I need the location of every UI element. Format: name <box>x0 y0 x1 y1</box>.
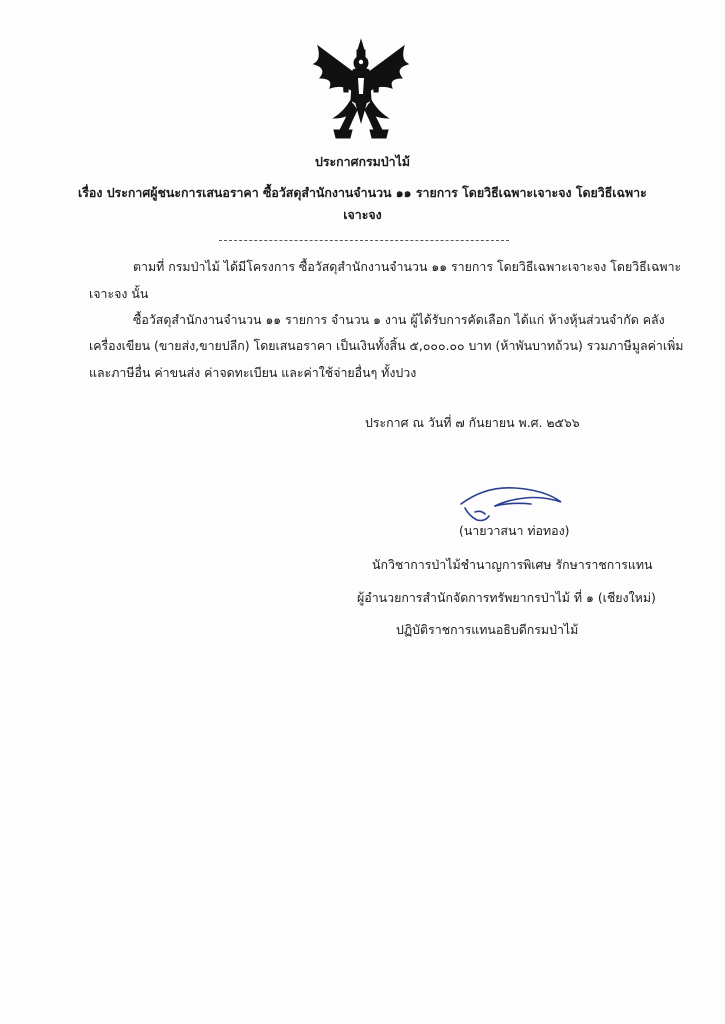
announcement-date: ประกาศ ณ วันที่ ๗ กันยายน พ.ศ. ๒๕๖๖ <box>365 415 580 430</box>
paragraph-winner-line: ซื้อวัสดุสำนักงานจำนวน ๑๑ รายการ จำนวน ๑ งาน ผู้ได้รับการคัดเลือก ได้แก่ ห้างหุ้นส่วนจำกัด คลัง <box>133 312 665 327</box>
signer-position: นักวิชาการป่าไม้ชำนาญการพิเศษ รักษาราชการแทน <box>372 557 653 572</box>
signer-name: (นายวาสนา ท่อทอง) <box>459 523 570 538</box>
signer-position: ปฏิบัติราชการแทนอธิบดีกรมป่าไม้ <box>396 622 579 637</box>
document-title: ประกาศกรมป่าไม้ <box>314 154 411 169</box>
dashed-separator <box>219 240 509 241</box>
subject-line: เรื่อง ประกาศผู้ชนะการเสนอราคา ซื้อวัสดุสำนักงานจำนวน ๑๑ รายการ โดยวิธีเฉพาะเจาะจง โดยวิธีเฉพาะ <box>78 185 647 200</box>
paragraph-project-line: เจาะจง นั้น <box>89 286 149 301</box>
paragraph-winner-line: และภาษีอื่น ค่าขนส่ง ค่าจดทะเบียน และค่าใช้จ่ายอื่นๆ ทั้งปวง <box>89 365 417 380</box>
paragraph-winner-line: เครื่องเขียน (ขายส่ง,ขายปลีก) โดยเสนอราคา เป็นเงินทั้งสิ้น ๕,๐๐๐.๐๐ บาท (ห้าพันบาทถ้วน) รวมภาษีมูลค่าเพิ่ม <box>89 338 684 353</box>
signer-position: ผู้อำนวยการสำนักจัดการทรัพยากรป่าไม้ ที่ ๑ (เชียงใหม่) <box>357 590 656 605</box>
paragraph-project-line: ตามที่ กรมป่าไม้ ได้มีโครงการ ซื้อวัสดุสำนักงานจำนวน ๑๑ รายการ โดยวิธีเฉพาะเจาะจง โดยวิธีเฉพาะ <box>133 259 682 274</box>
subject-line-continued: เจาะจง <box>343 207 382 222</box>
garuda-emblem-icon <box>304 38 418 142</box>
